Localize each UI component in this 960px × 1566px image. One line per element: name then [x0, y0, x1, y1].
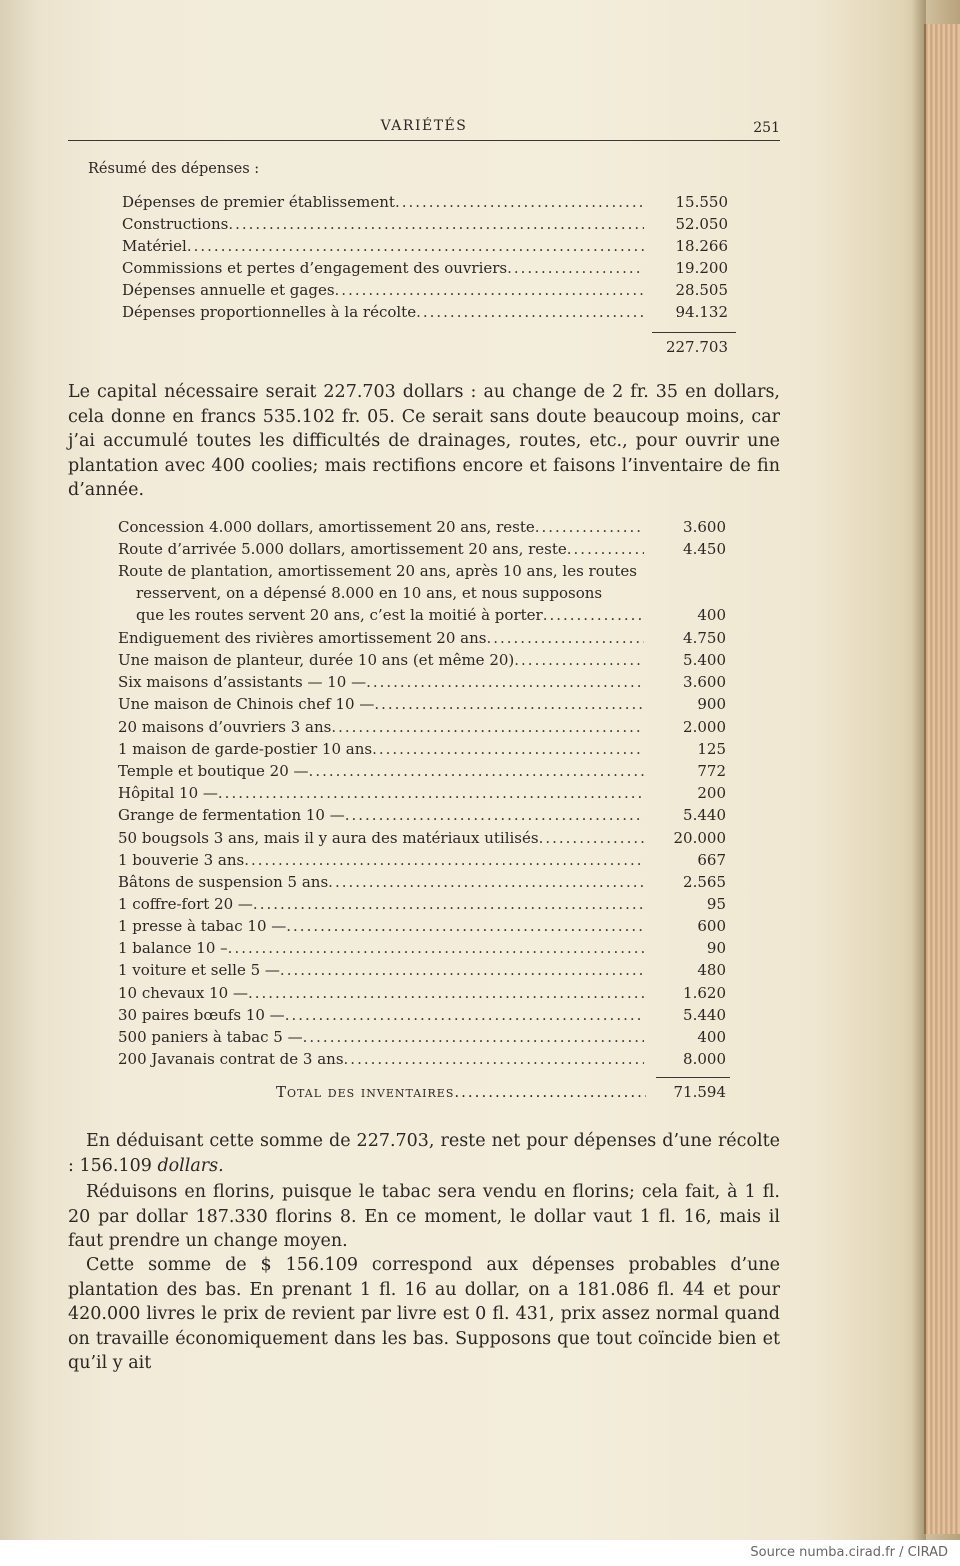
paragraph-capital: Le capital nécessaire serait 227.703 dollars : au change de 2 fr. 35 en dollars, cela donne en francs 535.102 fr. 05. Ce serait sans doute beaucoup moins, car j’ai accumulé toutes les difficultés de drainages, routes, etc., pour ouvrir une plantation avec 400 coolies; mais rectifions encore et faisons l’inventaire de fin d’année.	[68, 382, 780, 500]
summary-row-label: Constructions	[122, 215, 229, 233]
page-number: 251	[753, 120, 780, 136]
inventory-row	[136, 606, 726, 628]
inventory-row-label: Concession 4.000 dollars, amortissement 20 ans, reste	[118, 518, 535, 536]
inventory-row	[118, 740, 726, 762]
inventory-row	[118, 984, 726, 1006]
summary-row	[122, 193, 728, 215]
summary-row	[122, 215, 728, 237]
inventory-row	[118, 961, 726, 983]
inventory-row-value: 400	[697, 606, 726, 624]
inventory-row	[118, 917, 726, 939]
inventory-row	[118, 651, 726, 673]
summary-row-value: 52.050	[675, 215, 728, 233]
inventory-row-label: 200 Javanais contrat de 3 ans	[118, 1050, 344, 1068]
inventory-row	[118, 829, 726, 851]
summary-row-value: 94.132	[675, 303, 728, 321]
inventory-row-value: 5.440	[683, 806, 726, 824]
inventory-row	[118, 1028, 726, 1050]
inventory-row	[118, 851, 726, 873]
inventory-row	[118, 1050, 726, 1072]
inventory-row	[118, 762, 726, 784]
inventory-row-label: Bâtons de suspension 5 ans	[118, 873, 329, 891]
inventory-row-label: Une maison de planteur, durée 10 ans (et même 20)	[118, 651, 515, 669]
inventory-row-label: 1 bouverie 3 ans	[118, 851, 245, 869]
inventory-row-label: Route d’arrivée 5.000 dollars, amortissement 20 ans, reste	[118, 540, 567, 558]
inventory-row-value: 3.600	[683, 673, 726, 691]
paragraph-deduction	[68, 1129, 780, 1178]
inventory-row-label: que les routes servent 20 ans, c’est la moitié à porter	[136, 606, 543, 624]
summary-total: 227.703	[665, 338, 728, 356]
inventory-row-value: 400	[697, 1028, 726, 1046]
inventory-row-value: 2.565	[683, 873, 726, 891]
inventory-row	[118, 695, 726, 717]
inventory-row-value: 20.000	[673, 829, 726, 847]
inventory-row-label: 1 voiture et selle 5 —	[118, 961, 280, 979]
inventory-row-label: 10 chevaux 10 —	[118, 984, 248, 1002]
inventory-row-value: 8.000	[683, 1050, 726, 1068]
inventory-row-value: 5.400	[683, 651, 726, 669]
inventory-row	[118, 518, 726, 540]
inventory-total-value: 71.594	[673, 1083, 726, 1101]
summary-row	[122, 281, 728, 303]
inventory-row-label: 1 coffre-fort 20 —	[118, 895, 253, 913]
running-header	[68, 116, 780, 141]
summary-row	[122, 237, 728, 259]
inventory-row-value: 1.620	[683, 984, 726, 1002]
inventory-row	[118, 873, 726, 895]
inventory-row	[118, 784, 726, 806]
inventory-row-value: 4.450	[683, 540, 726, 558]
inventory-row-label: 1 balance 10 –	[118, 939, 228, 957]
inventory-row-value: 5.440	[683, 1006, 726, 1024]
inventory-row-value: 200	[697, 784, 726, 802]
summary-title: Résumé des dépenses :	[88, 161, 260, 177]
inventory-row-value: 900	[697, 695, 726, 713]
inventory-row-value: 4.750	[683, 629, 726, 647]
inventory-row-continuation: Route de plantation, amortissement 20 ans, après 10 ans, les routes	[118, 562, 638, 580]
summary-row-label: Dépenses proportionnelles à la récolte	[122, 303, 417, 321]
inventory-row-label: 50 bougsols 3 ans, mais il y aura des matériaux utilisés	[118, 829, 539, 847]
paragraph-deduction-text: En déduisant cette somme de 227.703, reste net pour dépenses d’une récolte :	[68, 1131, 780, 1176]
summary-row-value: 28.505	[675, 281, 728, 299]
inventory-row-value: 95	[706, 895, 726, 913]
inventory-row-value: 480	[697, 961, 726, 979]
inventory-row-label: 500 paniers à tabac 5 —	[118, 1028, 303, 1046]
inventory-row-label: Hôpital 10 —	[118, 784, 218, 802]
inventory-row-continuation: resservent, on a dépensé 8.000 en 10 ans, et nous supposons	[136, 584, 603, 602]
inventory-row-label: 20 maisons d’ouvriers 3 ans	[118, 718, 332, 736]
inventory-row	[118, 939, 726, 961]
summary-row-value: 18.266	[675, 237, 728, 255]
inventory-row-value: 772	[697, 762, 726, 780]
inventory-total-row	[276, 1083, 726, 1105]
inventory-row	[118, 806, 726, 828]
inventory-row-label: Endiguement des rivières amortissement 20 ans	[118, 629, 487, 647]
inventory-row-label: Temple et boutique 20 —	[118, 762, 309, 780]
summary-row-label: Commissions et pertes d’engagement des ouvriers	[122, 259, 508, 277]
summary-total-rule	[652, 332, 736, 333]
summary-row	[122, 259, 728, 281]
inventory-row-value: 2.000	[683, 718, 726, 736]
summary-row-value: 15.550	[675, 193, 728, 211]
inventory-row	[118, 629, 726, 651]
inventory-row-value: 125	[697, 740, 726, 758]
inventory-row	[118, 540, 726, 562]
inventory-row-label: 1 maison de garde-postier 10 ans	[118, 740, 373, 758]
inventory-row	[118, 673, 726, 695]
net-amount-unit: dollars.	[157, 1155, 224, 1176]
inventory-row-value: 667	[697, 851, 726, 869]
inventory-row	[118, 895, 726, 917]
inventory-row-label: Grange de fermentation 10 —	[118, 806, 345, 824]
paragraph-florins: Réduisons en florins, puisque le tabac sera vendu en florins; cela fait, à 1 fl. 20 par dollar 187.330 florins 8. En ce moment, le dollar vaut 1 fl. 16, mais il faut prendre un change moyen.	[68, 1182, 780, 1251]
summary-row-label: Dépenses annuelle et gages	[122, 281, 335, 299]
summary-row-label: Dépenses de premier établissement	[122, 193, 395, 211]
inventory-row-label: Six maisons d’assistants — 10 —	[118, 673, 367, 691]
source-credit: Source numba.cirad.fr / CIRAD	[750, 1545, 948, 1560]
inventory-total-label: Total des inventaires	[276, 1083, 455, 1101]
inventory-row-label: 30 paires bœufs 10 —	[118, 1006, 285, 1024]
summary-row-value: 19.200	[675, 259, 728, 277]
summary-row	[122, 303, 728, 325]
inventory-total-rule	[656, 1077, 730, 1078]
net-amount: 156.109	[79, 1155, 152, 1176]
inventory-row	[118, 718, 726, 740]
paragraph-cost: Cette somme de $ 156.109 correspond aux dépenses probables d’une plantation des bas. En prenant 1 fl. 16 au dollar, on a 181.086 fl. 44 et pour 420.000 livres le prix de revient par livre est 0 fl. 431, prix assez normal quand on travaille économiquement dans les bas. Supposons que tout coïncide bien et qu’il y ait	[68, 1255, 780, 1373]
inventory-row-label: Une maison de Chinois chef 10 —	[118, 695, 375, 713]
inventory-row-value: 90	[706, 939, 726, 957]
inventory-row	[118, 1006, 726, 1028]
header-title: VARIÉTÉS	[380, 118, 468, 134]
inventory-row-value: 3.600	[683, 518, 726, 536]
inventory-row-label: 1 presse à tabac 10 —	[118, 917, 287, 935]
inventory-row-value: 600	[697, 917, 726, 935]
summary-row-label: Matériel	[122, 237, 187, 255]
